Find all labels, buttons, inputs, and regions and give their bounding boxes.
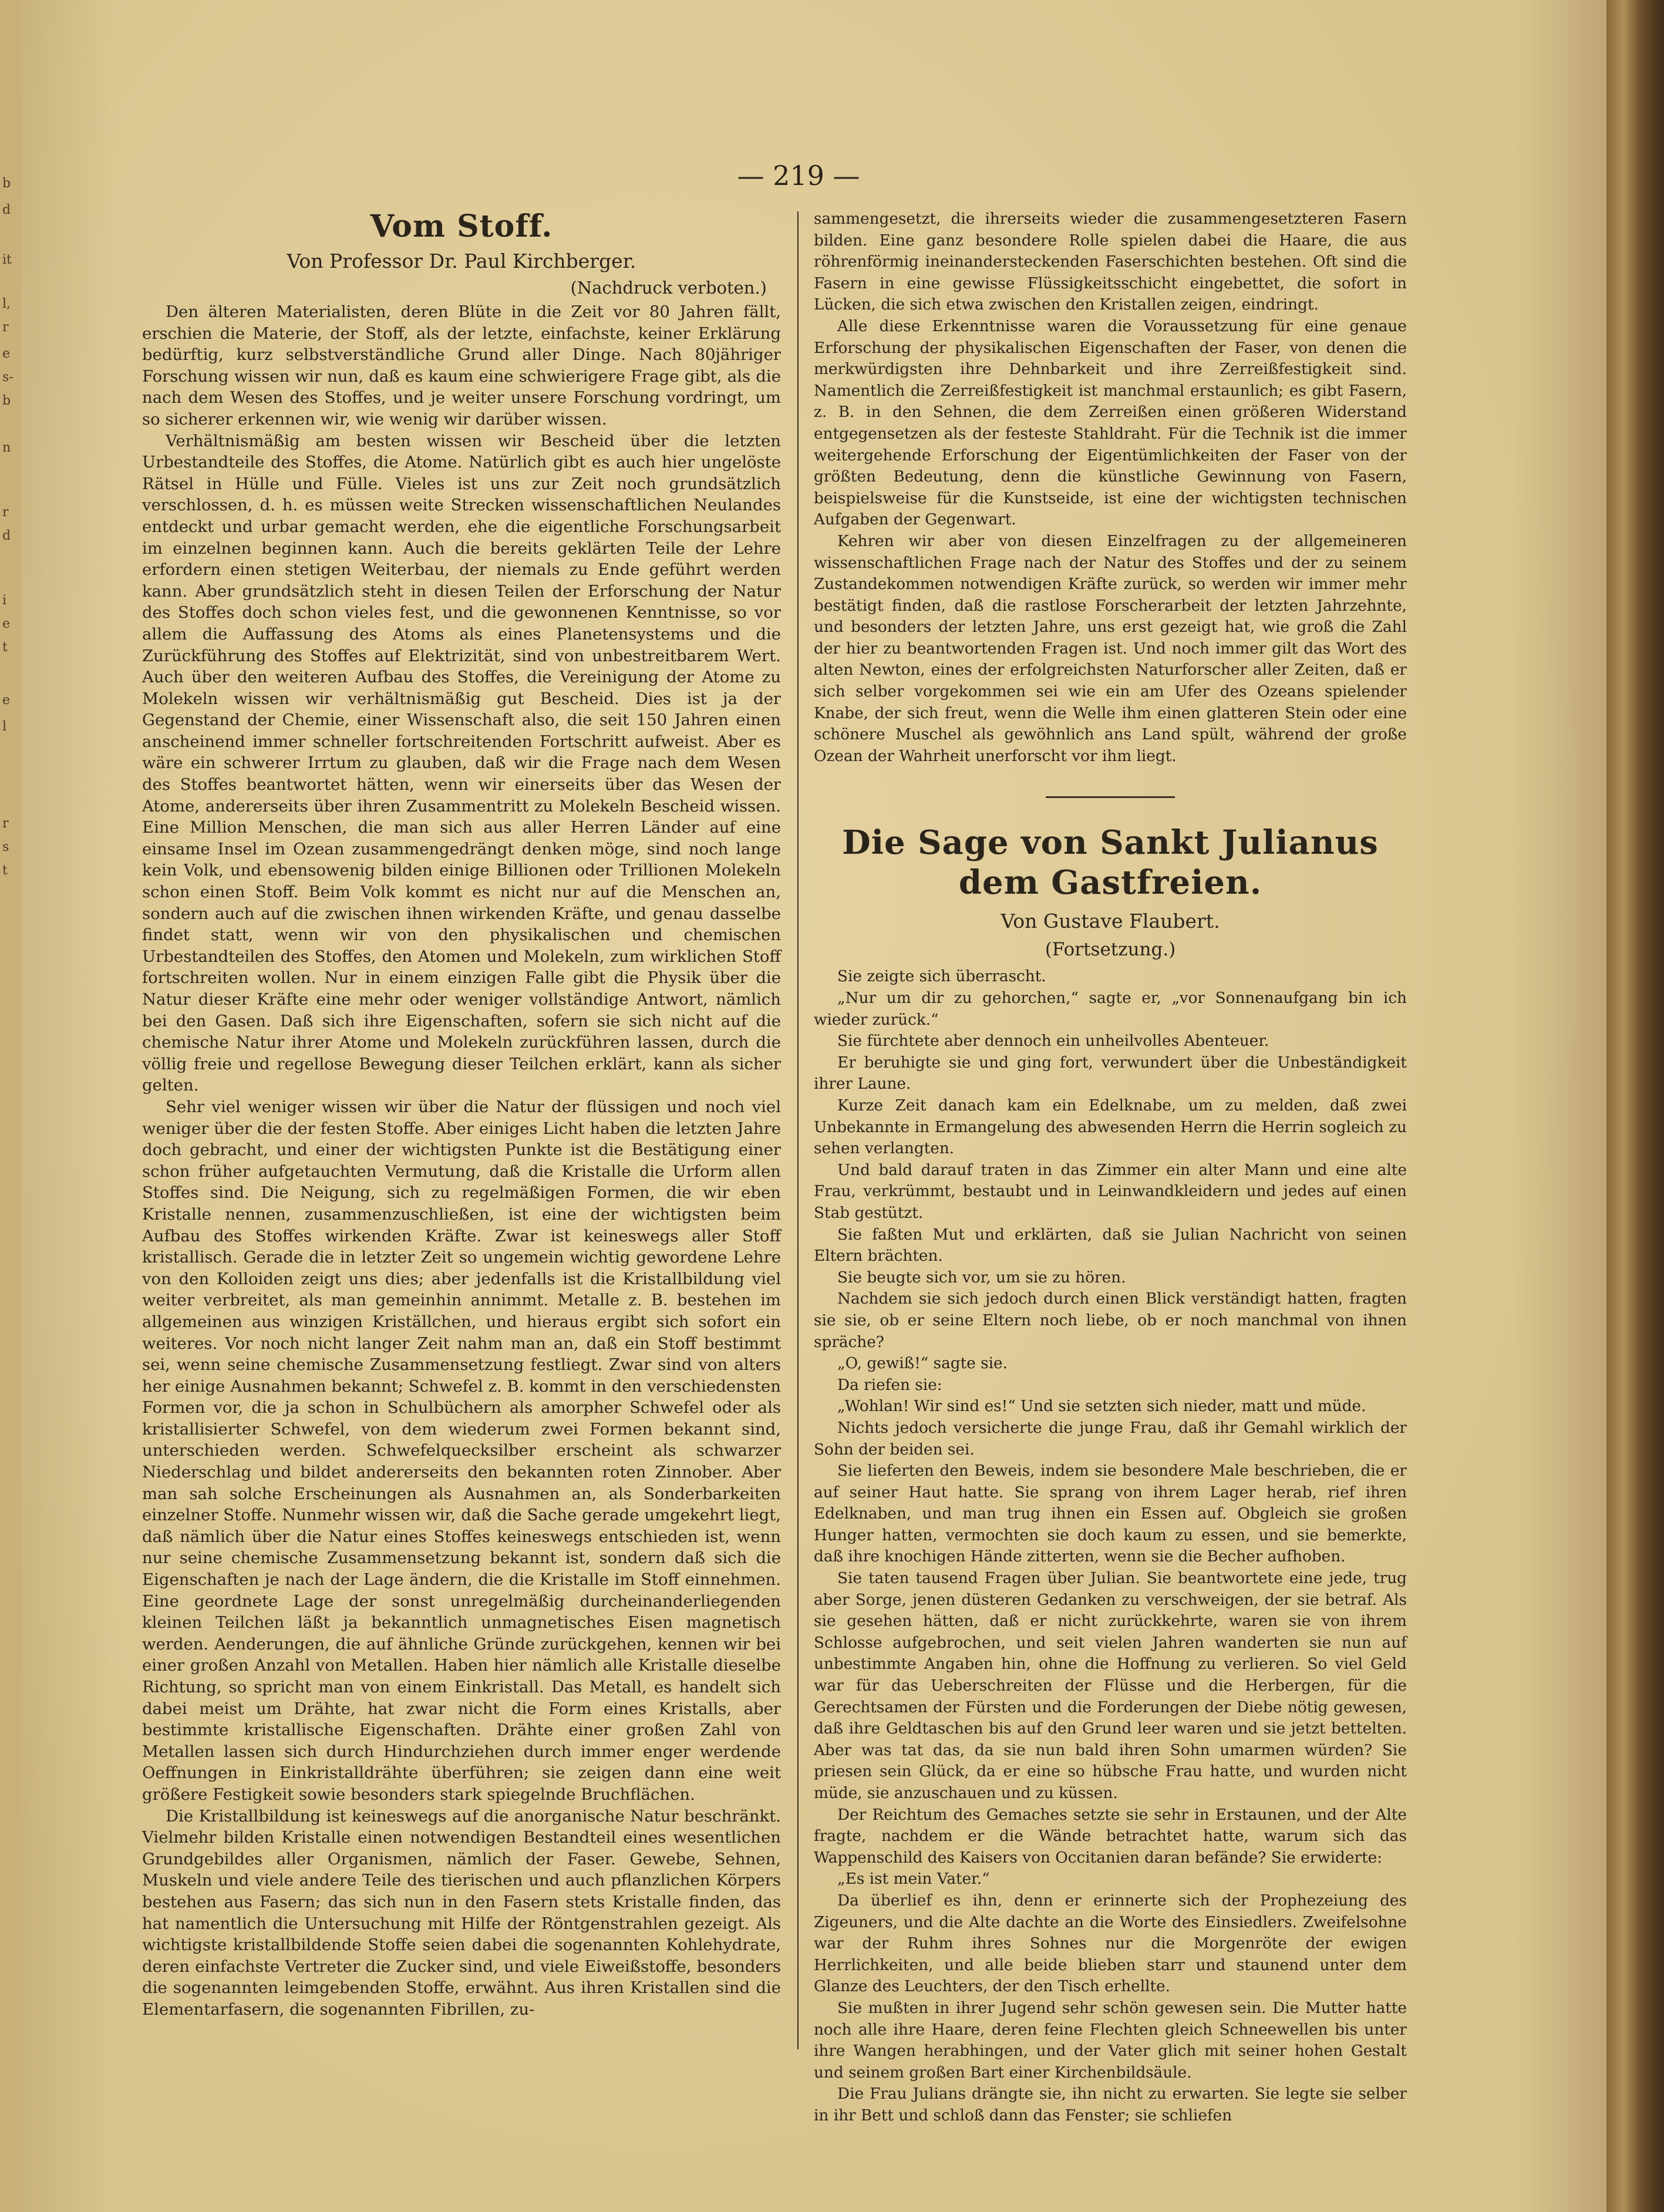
paragraph: Sie beugte sich vor, um sie zu hören. (837, 1268, 1126, 1287)
paragraph: Sie fürchtete aber dennoch ein unheilvolles Abenteuer. (837, 1032, 1269, 1051)
paragraph: Sehr viel weniger wissen wir über die Natur der flüssigen und noch viel weniger über die der festen Stoffe. Aber einiges Licht haben die letzten Jahre doch gebracht, und einer der wichtigsten Punkte ist die Bestätigung einer schon früher aufgetauchten Vermutung, daß die Kristalle die Urform allen Stoffes sind. Die Neigung, sich zu regelmäßigen Formen, die wir eben Kristalle nennen, zusammenzuschließen, ist eine der wichtigsten beim Aufbau des Stoffes wirkenden Kräfte. Zwar ist keineswegs aller Stoff kristallisch. Gerade die in letzter Zeit so ungemein wichtig gewordene Lehre von den Kolloiden zeigt uns dies; aber jedenfalls ist die Kristallbildung viel weiter verbreitet, als man gemeinhin annimmt. Metalle z. B. bestehen im allgemeinen aus winzigen Kriställchen, und hieraus ergibt sich sofort ein weiteres. Vor noch nicht langer Zeit nahm man an, daß ein Stoff bestimmt sei, wenn seine chemische Zusammensetzung festliegt. Zwar sind von alters her einige Ausnahmen bekannt; Schwefel z. B. kommt in den verschiedensten Formen vor, die ja schon in Schulbüchern als amorpher Schwefel oder als kristallisierter Schwefel, von dem wiederum zwei Formen bekannt sind, unterschieden werden. Schwefelquecksilber erscheint als schwarzer Niederschlag und bildet andererseits den bekannten roten Zinnober. Aber man sah solche Erscheinungen als Ausnahmen an, als Sonderbarkeiten einzelner Stoffe. Nunmehr wissen wir, daß die Sache gerade umgekehrt liegt, daß nämlich über die Natur eines Stoffes keineswegs entschieden ist, wenn nur seine chemische Zusammensetzung bekannt ist, sondern daß sich die Eigenschaften je nach der Lage ändern, die die Kristalle im Stoff einnehmen. Eine geordnete Lage der sonst unregelmäßig durcheinanderliegenden kleinen Teilchen läßt ja bekanntlich unmagnetisches Eisen magnetisch werden. Aenderungen, die auf ähnliche Gründe zurückgehen, kennen wir bei einer großen Anzahl von Metallen. Haben hier nämlich alle Kristalle dieselbe Richtung, so spricht man von einem Einkristall. Das Metall, es handelt sich dabei meist um Drähte, hat zwar nicht die Form eines Kristalls, aber bestimmte kristallische Eigenschaften. Drähte einer großen Zahl von Metallen lassen sich durch Hindurchziehen durch immer enger werdende Oeffnungen in Einkristalldrähte überführen; sie zeigen dann eine weit größere Festigkeit sowie besonders stark spiegelnde Bruchflächen. (142, 1097, 781, 1804)
paragraph: Da riefen sie: (837, 1376, 942, 1394)
book-right-edge (1606, 0, 1664, 2212)
left-column (142, 208, 781, 2021)
paragraph: Sie zeigte sich überrascht. (837, 968, 1046, 986)
margin-fragment: s (2, 840, 9, 854)
article-title-vom-stoff: Vom Stoff. (370, 208, 553, 244)
margin-fragment: r (2, 320, 9, 335)
paragraph: „Es ist mein Vater.“ (837, 1870, 990, 1888)
article-byline: Von Gustave Flaubert. (1001, 910, 1220, 933)
paragraph: „Nur um dir zu gehorchen,“ sagte er, „vor Sonnenaufgang bin ich wieder zurück.“ (814, 989, 1407, 1029)
page-number: — 219 — (737, 160, 860, 191)
story-body (814, 966, 1407, 2126)
margin-fragment: r (2, 505, 9, 520)
margin-fragment: e (2, 693, 11, 708)
margin-fragment: b (2, 393, 11, 408)
previous-page-edge (0, 0, 21, 2212)
margin-fragment: d (2, 528, 11, 543)
margin-fragment: b (2, 176, 11, 191)
paragraph: Die Kristallbildung ist keineswegs auf die anorganische Natur beschränkt. Vielmehr bilden Kristalle einen notwendigen Bestandteil eines wesentlichen Grundgebildes aller Organismen, nämlich der Faser. Gewebe, Sehnen, Muskeln und viele andere Teile des tierischen und auch pflanzlichen Körpers bestehen aus Fasern; das sich nun in den Fasern stets Kristalle finden, das hat namentlich die Untersuchung mit Hilfe der Röntgenstrahlen gezeigt. Als wichtigste kristallbildende Stoffe seien dabei die sogenannten Kohlehydrate, deren einfachste Vertreter die Zucker sind, und viele Eiweißstoffe, besonders die sogenannten leimgebenden Stoffe, erwähnt. Aus ihren Kristallen sind die Elementarfasern, die sogenannten Fibrillen, zu- (142, 1806, 781, 2019)
margin-fragment: it (2, 252, 12, 267)
paragraph: Sie taten tausend Fragen über Julian. Sie beantwortete eine jede, trug aber Sorge, jenen düsteren Gedanken zu verschweigen, der sie betraf. Als sie gesehen hätten, daß er nicht zurückkehrte, waren sie von ihrem Schlosse aufgebrochen, und seit vielen Jahren wanderten sie nun auf unbestimmte Angaben hin, ohne die Hoffnung zu verlieren. So viel Geld war für das Ueberschreiten der Flüsse und die Herbergen, für die Gerechtsamen der Fürsten und die Forderungen der Diebe nötig gewesen, daß ihre Geldtaschen bis auf den Grund leer waren und sie jetzt bettelten. Aber was tat das, da sie nun bald ihren Sohn umarmen würden? Sie priesen sein Glück, da er eine so hübsche Frau hatte, und wurden nicht müde, sie anzuschauen und zu küssen. (814, 1570, 1407, 1802)
paragraph: Und bald darauf traten in das Zimmer ein alter Mann und eine alte Frau, verkrümmt, bestaubt und in Leinwandkleidern und jedes auf einen Stab gestützt. (814, 1161, 1407, 1222)
margin-fragment: t (2, 640, 8, 655)
paragraph: Kurze Zeit danach kam ein Edelknabe, um zu melden, daß zwei Unbekannte in Ermangelung des abwesenden Herrn die Herrin sogleich zu sehen verlangten. (814, 1097, 1407, 1158)
paragraph: Den älteren Materialisten, deren Blüte in die Zeit vor 80 Jahren fällt, erschien die Materie, der Stoff, als der letzte, einfachste, keiner Erklärung bedürftig, kurz selbstverständliche Grund aller Dinge. Nach 80jähriger Forschung wissen wir nun, daß es kaum eine schwierigere Frage gibt, als die nach dem Wesen des Stoffes, und je weiter unsere Forschung vordringt, um so sicherer erkennen wir, wie wenig wir darüber wissen. (142, 302, 781, 429)
paragraph: Verhältnismäßig am besten wissen wir Bescheid über die letzten Urbestandteile des Stoffes, die Atome. Natürlich gibt es auch hier ungelöste Rätsel in Hülle und Fülle. Vieles ist uns zur Zeit noch grundsätzlich verschlossen, d. h. es müssen weite Strecken wissenschaftlichen Neulandes entdeckt und urbar gemacht werden, ehe die eigentliche Forschungsarbeit im einzelnen beginnen kann. Auch die bereits geklärten Teile der Lehre erfordern einen stetigen Weiterbau, der niemals zu Ende geführt werden kann. Aber grundsätzlich steht in diesen Teilen der Erforschung der Natur des Stoffes doch schon vieles fest, und die gewonnenen Kenntnisse, so vor allem die Auffassung des Atoms als eines Planetensystems und die Zurückführung des Stoffes auf Elektrizität, sind von unbestreitbarem Wert. Auch über den weiteren Aufbau des Stoffes, die Vereinigung der Atome zu Molekeln wissen wir verhältnismäßig gut Bescheid. Dies ist ja der Gegenstand der Chemie, einer Wissenschaft also, die seit 150 Jahren einen anscheinend immer schneller fortschreitenden Fortschritt aufweist. Aber es wäre ein schwerer Irrtum zu glauben, daß wir die Frage nach dem Wesen des Stoffes beantwortet hätten, wenn wir einerseits über das Wesen der Atome, andererseits über ihren Zusammentritt zu Molekeln Bescheid wissen. Eine Million Menschen, die man sich aus aller Herren Länder auf eine einsame Insel im Ozean zusammengedrängt denken möge, sind noch lange kein Volk, und ebensowenig bilden einige Billionen oder Trillionen Molekeln schon einen Stoff. Beim Volk kommt es nicht nur auf die Menschen an, sondern auch auf die zwischen ihnen wirkenden Kräfte, und genau dasselbe findet statt, wenn wir von den physikalischen und chemischen Urbestandteilen des Stoffes, den Atomen und Molekeln, zum wirklichen Stoff fortschreiten wollen. Nur in einem einzigen Falle gibt die Physik über die Natur dieser Kräfte eine mehr oder weniger vollständige Antwort, nämlich bei den Gasen. Daß sich ihre Eigenschaften, sofern sie sich nicht auf die chemische Natur ihrer Atome und Molekeln zurückführen lassen, durch die völlig freie und regellose Bewegung dieser Teilchen erklärt, kann als sicher gelten. (142, 431, 781, 1095)
paragraph: Der Reichtum des Gemaches setzte sie sehr in Erstaunen, und der Alte fragte, nachdem er die Wände betrachtet hatte, warum sich das Wappenschild des Kaisers von Occitanien daran befände? Sie erwiderte: (814, 1806, 1407, 1867)
paragraph: sammengesetzt, die ihrerseits wieder die zusammengesetzteren Fasern bilden. Eine ganz besondere Rolle spielen dabei die Haare, die aus röhrenförmig ineinandersteckenden Faserschichten bestehen. Oft sind die Fasern in eine gewisse Flüssigkeitsschicht eingebettet, die sofort in Lücken, die sich etwa zwischen den Kristallen zeigen, eindringt. (814, 210, 1407, 314)
paragraph: „O, gewiß!“ sagte sie. (837, 1355, 1008, 1373)
title-line: Die Sage von Sankt Julianus (842, 823, 1379, 863)
article-body (142, 301, 781, 2021)
margin-fragment: e (2, 617, 11, 631)
margin-fragment: n (2, 440, 11, 455)
margin-fragment: d (2, 203, 11, 217)
paragraph: Nichts jedoch versicherte die junge Frau, daß ihr Gemahl wirklich der Sohn der beiden sei. (814, 1419, 1407, 1459)
margin-fragment: r (2, 816, 9, 831)
title-line: dem Gastfreien. (958, 863, 1262, 903)
paragraph: Kehren wir aber von diesen Einzelfragen zu der allgemeineren wissenschaftlichen Frage nach der Natur des Stoffes und der zu seinem Zustandekommen notwendigen Kräfte zurück, so werden wir immer mehr bestätigt finden, daß die rastlose Forscherarbeit der letzten Jahrzehnte, und besonders der letzten Jahre, uns erst gezeigt hat, wie groß die Zahl der hier zu beantwortenden Fragen ist. Und noch immer gilt das Wort des alten Newton, eines der erfolgreichsten Naturforscher aller Zeiten, daß er sich selber vorgekommen sei wie ein am Ufer des Ozeans spielender Knabe, der sich freut, wenn die Welle ihm einen glatteren Stein oder eine schönere Muschel als gewöhnlich ans Land spült, während der große Ozean der Wahrheit unerforscht vor ihm liegt. (814, 532, 1407, 765)
margin-fragment: l (2, 719, 7, 734)
reprint-notice: (Nachdruck verboten.) (570, 278, 767, 298)
paragraph: Die Frau Julians drängte sie, ihn nicht zu erwarten. Sie legte sie selber in ihr Bett und schloß dann das Fenster; sie schliefen (814, 2085, 1407, 2125)
paragraph: Nachdem sie sich jedoch durch einen Blick verständigt hatten, fragten sie sie, ob er seine Eltern noch liebe, ob er noch manchmal von ihnen spräche? (814, 1290, 1407, 1351)
paragraph: Da überlief es ihn, denn er erinnerte sich der Prophezeiung des Zigeuners, und die Alte dachte an die Worte des Einsiedlers. Zweifelsohne war der Ruhm ihres Sohnes nur die Morgenröte der ewigen Herrlichkeiten, und alle beide blieben starr und staunend unter dem Glanze des Leuchters, der den Tisch erhellte. (814, 1891, 1407, 1996)
paragraph: Er beruhigte sie und ging fort, verwundert über die Unbeständigkeit ihrer Laune. (814, 1053, 1407, 1093)
paragraph: Sie faßten Mut und erklärten, daß sie Julian Nachricht von seinen Eltern brächten. (814, 1225, 1407, 1265)
continuation-mark: (Fortsetzung.) (1045, 939, 1176, 961)
paragraph: Alle diese Erkenntnisse waren die Voraussetzung für eine genaue Erforschung der physikalischen Eigenschaften der Faser, von denen die merkwürdigsten ihre Dehnbarkeit und ihre Zerreißfestigkeit sind. Namentlich die Zerreißfestigkeit ist manchmal erstaunlich; es gibt Fasern, z. B. in den Sehnen, die dem Zerreißen einen größeren Widerstand entgegensetzen als der festeste Stahldraht. Für die Technik ist die immer weitergehende Erforschung der Eigentümlichkeiten der Faser von der größten Bedeutung, denn die künstliche Gewinnung von Fasern, beispielsweise für die Kunstseide, ist eine der wichtigsten technischen Aufgaben der Gegenwart. (814, 317, 1407, 529)
margin-fragment: l, (2, 297, 11, 311)
margin-fragment: e (2, 346, 11, 361)
column-divider (797, 211, 799, 2049)
margin-fragment: t (2, 863, 8, 878)
article-byline: Von Professor Dr. Paul Kirchberger. (287, 250, 636, 272)
paragraph: „Wohlan! Wir sind es!“ Und sie setzten sich nieder, matt und müde. (837, 1398, 1366, 1416)
article-body-continued (814, 208, 1407, 767)
margin-fragment: s- (2, 370, 14, 385)
article-title-julianus (814, 823, 1407, 903)
right-column (814, 208, 1407, 2127)
section-divider (1046, 796, 1175, 798)
margin-fragment: i (2, 593, 7, 608)
paragraph: Sie lieferten den Beweis, indem sie besondere Male beschrieben, die er auf seiner Haut hatte. Sie sprang von ihrem Lager herab, rief ihren Edelknaben, und man trug ihnen ein Essen auf. Obgleich sie großen Hunger hatten, vermochten sie doch kaum zu essen, und sie bemerkte, daß ihre knochigen Hände zitterten, wenn sie die Becher aufhoben. (814, 1462, 1407, 1566)
paragraph: Sie mußten in ihrer Jugend sehr schön gewesen sein. Die Mutter hatte noch alle ihre Haare, deren feine Flechten gleich Schneewellen bis unter ihre Wangen herabhingen, und der Vater glich mit seiner hohen Gestalt und seinem großen Bart einer Kirchenbildsäule. (814, 1999, 1407, 2082)
